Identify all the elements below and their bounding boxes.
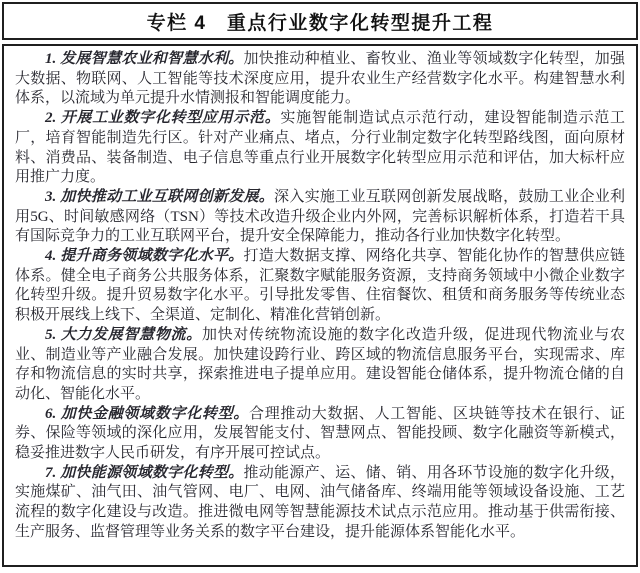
paragraph-3-text: 深入实施工业互联网创新发展战略，鼓励工业企业利用5G、时间敏感网络（TSN）等技术改造升级企业内外网，完善标识解析体系，打造若干具有国际竞争力的工业互联网平台，提升安全保障能力，推动各行业加快数字化转型。	[15, 188, 625, 245]
paragraph-3-lead: 3. 加快推动工业互联网创新发展。	[45, 188, 275, 205]
paragraph-4-lead: 4. 提升商务领域数字化水平。	[45, 248, 244, 265]
paragraph-7	[15, 464, 625, 543]
paragraph-3	[15, 188, 625, 247]
column-title: 专栏 4 重点行业数字化转型提升工程	[146, 12, 494, 34]
paragraph-5-lead: 5. 大力发展智慧物流。	[45, 326, 202, 343]
paragraph-4-text: 打造大数据支撑、网络化共享、智能化协作的智慧供应链体系。健全电子商务公共服务体系，汇聚数字赋能服务资源，支持商务领域中小微企业数字化转型升级。提升贸易数字化水平。引导批发零售、住宿餐饮、租赁和商务服务等传统业态积极开展线上线下、全渠道、定制化、精准化营销创新。	[15, 248, 625, 324]
column-body-box	[2, 44, 638, 567]
paragraph-7-text: 推动能源产、运、储、销、用各环节设施的数字化升级，实施煤矿、油气田、油气管网、电厂、电网、油气储备库、终端用能等领域设备设施、工艺流程的数字化建设与改造。推进微电网等智慧能源技术试点示范应用。推动基于供需衔接、生产服务、监督管理等业务关系的数字平台建设，提升能源体系智能化水平。	[15, 464, 625, 540]
paragraph-1-text: 加快推动种植业、畜牧业、渔业等领域数字化转型，加强大数据、物联网、人工智能等技术深度应用，提升农业生产经营数字化水平。构建智慧水利体系，以流域为单元提升水情测报和智能调度能力。	[15, 51, 625, 107]
column-title-box	[2, 2, 638, 40]
paragraph-1	[15, 50, 625, 109]
paragraph-7-lead: 7. 加快能源领域数字化转型。	[45, 464, 244, 481]
paragraph-5	[15, 326, 625, 405]
paragraph-6	[15, 405, 625, 464]
paragraph-6-text: 合理推动大数据、人工智能、区块链等技术在银行、证券、保险等领域的深化应用，发展智能支付、智慧网点、智能投顾、数字化融资等新模式，稳妥推进数字人民币研发，有序开展可控试点。	[15, 405, 625, 462]
paragraph-6-lead: 6. 加快金融领域数字化转型。	[45, 405, 250, 422]
paragraph-1-lead: 1. 发展智慧农业和智慧水利。	[45, 51, 244, 67]
paragraph-4	[15, 247, 625, 326]
paragraph-2-lead: 2. 开展工业数字化转型应用示范。	[45, 110, 281, 127]
paragraph-5-text: 加快对传统物流设施的数字化改造升级，促进现代物流业与农业、制造业等产业融合发展。加快建设跨行业、跨区域的物流信息服务平台，实现需求、库存和物流信息的实时共享，探索推进电子提单应用。建设智能仓储体系，提升物流仓储的自动化、智能化水平。	[15, 326, 625, 402]
paragraph-2	[15, 109, 625, 188]
paragraph-2-text: 实施智能制造试点示范行动，建设智能制造示范工厂，培育智能制造先行区。针对产业痛点、堵点，分行业制定数字化转型路线图，面向原材料、消费品、装备制造、电子信息等重点行业开展数字化转型应用示范和评估，加大标杆应用推广力度。	[15, 110, 625, 186]
